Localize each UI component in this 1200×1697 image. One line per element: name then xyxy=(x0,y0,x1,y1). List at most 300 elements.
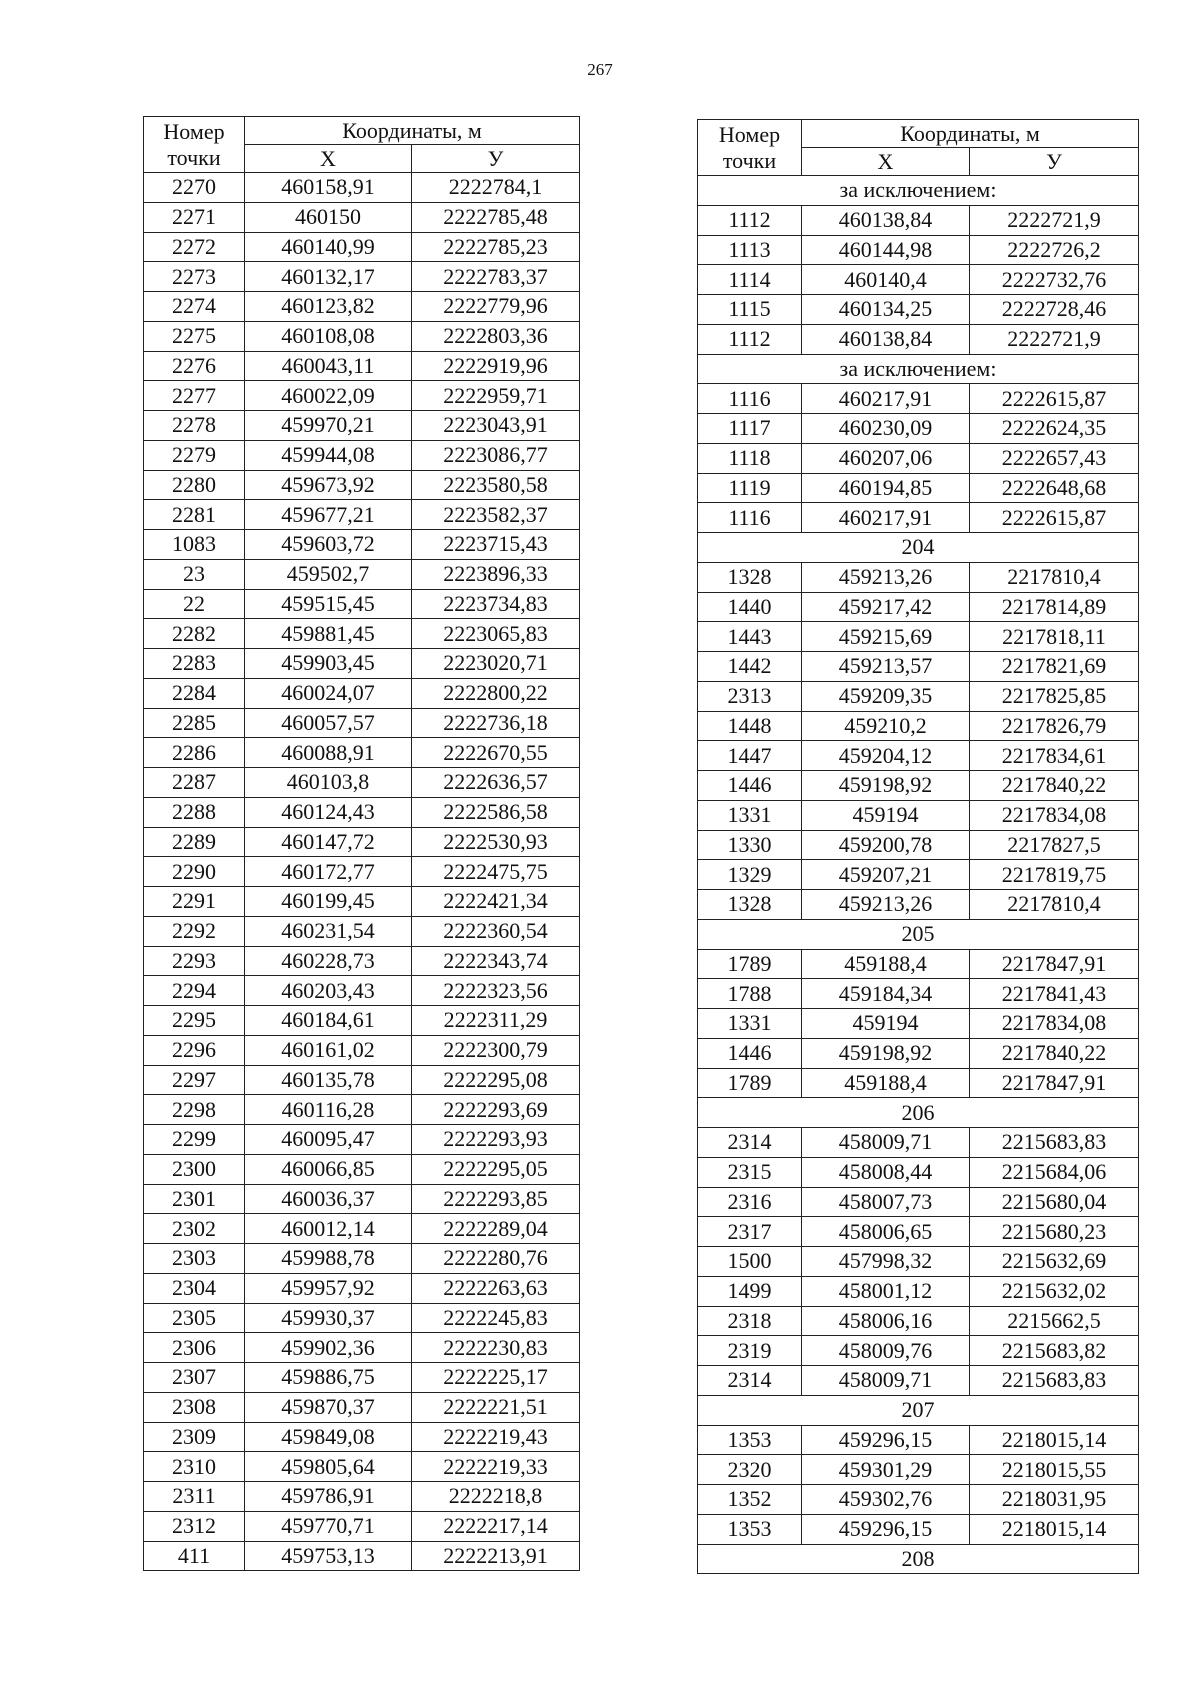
point-number-cell: 2270 xyxy=(144,173,245,203)
y-coordinate-cell: 2217827,5 xyxy=(970,830,1139,860)
point-number-cell: 1442 xyxy=(698,652,802,682)
point-number-cell: 1500 xyxy=(698,1247,802,1277)
y-coordinate-cell: 2217840,22 xyxy=(970,1038,1139,1068)
point-number-cell: 1353 xyxy=(698,1425,802,1455)
x-coordinate-cell: 459204,12 xyxy=(802,741,970,771)
table-row xyxy=(144,649,580,679)
x-coordinate-cell: 460150 xyxy=(245,202,412,232)
y-coordinate-cell: 2222293,93 xyxy=(412,1125,580,1155)
table-row xyxy=(698,1157,1139,1187)
x-coordinate-cell: 459786,91 xyxy=(245,1482,412,1512)
x-coordinate-cell: 459970,21 xyxy=(245,411,412,441)
y-coordinate-cell: 2215684,06 xyxy=(970,1157,1139,1187)
y-coordinate-cell: 2217826,79 xyxy=(970,711,1139,741)
x-coordinate-cell: 460123,82 xyxy=(245,292,412,322)
y-coordinate-cell: 2215680,04 xyxy=(970,1187,1139,1217)
table-row xyxy=(144,887,580,917)
table-row xyxy=(698,384,1139,414)
table-row xyxy=(144,470,580,500)
section-label: 205 xyxy=(698,919,1139,949)
table-row xyxy=(144,946,580,976)
point-number-cell: 2301 xyxy=(144,1184,245,1214)
table-row xyxy=(698,711,1139,741)
table-row xyxy=(698,652,1139,682)
table-row xyxy=(698,562,1139,592)
table-row xyxy=(698,295,1139,325)
y-coordinate-cell: 2222311,29 xyxy=(412,1006,580,1036)
table-row xyxy=(698,681,1139,711)
section-row xyxy=(698,1395,1139,1425)
y-coordinate-cell: 2223086,77 xyxy=(412,440,580,470)
point-number-cell: 2320 xyxy=(698,1455,802,1485)
table-row xyxy=(698,1217,1139,1247)
point-number-cell: 1789 xyxy=(698,1068,802,1098)
x-coordinate-cell: 459184,34 xyxy=(802,979,970,1009)
table-row xyxy=(698,1425,1139,1455)
y-coordinate-cell: 2222225,17 xyxy=(412,1363,580,1393)
table-row xyxy=(698,473,1139,503)
section-row xyxy=(698,1098,1139,1128)
table-row xyxy=(698,1306,1139,1336)
x-coordinate-cell: 458009,71 xyxy=(802,1366,970,1396)
table-row xyxy=(698,503,1139,533)
point-number-cell: 1112 xyxy=(698,324,802,354)
y-coordinate-cell: 2217821,69 xyxy=(970,652,1139,682)
x-coordinate-cell: 459198,92 xyxy=(802,771,970,801)
table-row xyxy=(144,202,580,232)
page-number: 267 xyxy=(587,60,613,79)
table-row xyxy=(144,708,580,738)
y-coordinate-cell: 2215680,23 xyxy=(970,1217,1139,1247)
table-row xyxy=(144,1065,580,1095)
table-row xyxy=(144,411,580,441)
x-coordinate-cell: 458007,73 xyxy=(802,1187,970,1217)
x-coordinate-cell: 459296,15 xyxy=(802,1514,970,1544)
x-coordinate-cell: 459209,35 xyxy=(802,681,970,711)
table-row xyxy=(698,1247,1139,1277)
x-coordinate-cell: 459200,78 xyxy=(802,830,970,860)
y-coordinate-cell: 2223065,83 xyxy=(412,619,580,649)
x-coordinate-cell: 458006,16 xyxy=(802,1306,970,1336)
table-row xyxy=(144,381,580,411)
table-body-right xyxy=(698,176,1139,1574)
table-row xyxy=(698,860,1139,890)
table-row xyxy=(144,1006,580,1036)
table-row xyxy=(698,800,1139,830)
point-number-cell: 1083 xyxy=(144,530,245,560)
point-number-cell: 2289 xyxy=(144,827,245,857)
table-row xyxy=(144,1184,580,1214)
point-number-cell: 2285 xyxy=(144,708,245,738)
point-number-cell: 2315 xyxy=(698,1157,802,1187)
table-row xyxy=(144,768,580,798)
x-coordinate-cell: 459207,21 xyxy=(802,860,970,890)
table-body-left xyxy=(144,173,580,1571)
y-coordinate-cell: 2218015,14 xyxy=(970,1425,1139,1455)
y-coordinate-cell: 2222721,9 xyxy=(970,324,1139,354)
x-coordinate-cell: 460095,47 xyxy=(245,1125,412,1155)
x-coordinate-cell: 460231,54 xyxy=(245,916,412,946)
y-coordinate-cell: 2222785,23 xyxy=(412,232,580,262)
point-number-cell: 1117 xyxy=(698,414,802,444)
point-number-cell: 2317 xyxy=(698,1217,802,1247)
y-coordinate-cell: 2217834,61 xyxy=(970,741,1139,771)
x-coordinate-cell: 460116,28 xyxy=(245,1095,412,1125)
x-coordinate-cell: 459194 xyxy=(802,800,970,830)
table-row xyxy=(144,619,580,649)
table-row xyxy=(144,1452,580,1482)
x-coordinate-cell: 458008,44 xyxy=(802,1157,970,1187)
x-coordinate-cell: 460217,91 xyxy=(802,503,970,533)
x-coordinate-cell: 459849,08 xyxy=(245,1422,412,1452)
y-coordinate-cell: 2222670,55 xyxy=(412,738,580,768)
point-number-cell: 2303 xyxy=(144,1244,245,1274)
x-coordinate-cell: 460036,37 xyxy=(245,1184,412,1214)
point-number-cell: 2298 xyxy=(144,1095,245,1125)
x-coordinate-cell: 459902,36 xyxy=(245,1333,412,1363)
point-number-cell: 2314 xyxy=(698,1366,802,1396)
table-row xyxy=(144,857,580,887)
x-coordinate-cell: 460132,17 xyxy=(245,262,412,292)
x-coordinate-cell: 459603,72 xyxy=(245,530,412,560)
x-coordinate-cell: 459301,29 xyxy=(802,1455,970,1485)
table-row xyxy=(144,262,580,292)
y-coordinate-cell: 2215632,02 xyxy=(970,1276,1139,1306)
point-number-cell: 411 xyxy=(144,1541,245,1571)
y-coordinate-cell: 2222648,68 xyxy=(970,473,1139,503)
table-row xyxy=(698,830,1139,860)
x-coordinate-cell: 460217,91 xyxy=(802,384,970,414)
point-number-cell: 2312 xyxy=(144,1511,245,1541)
point-number-cell: 2291 xyxy=(144,887,245,917)
point-number-cell: 1115 xyxy=(698,295,802,325)
point-number-cell: 1446 xyxy=(698,1038,802,1068)
x-coordinate-cell: 459677,21 xyxy=(245,500,412,530)
y-coordinate-cell: 2222219,33 xyxy=(412,1452,580,1482)
x-coordinate-cell: 459194 xyxy=(802,1009,970,1039)
table-row xyxy=(698,443,1139,473)
y-coordinate-cell: 2222784,1 xyxy=(412,173,580,203)
table-row xyxy=(144,232,580,262)
section-label: за исключением: xyxy=(698,176,1139,206)
y-coordinate-cell: 2223715,43 xyxy=(412,530,580,560)
point-number-cell: 2278 xyxy=(144,411,245,441)
x-coordinate-cell: 460203,43 xyxy=(245,976,412,1006)
point-number-cell: 2309 xyxy=(144,1422,245,1452)
y-coordinate-cell: 2223734,83 xyxy=(412,589,580,619)
y-coordinate-cell: 2222295,08 xyxy=(412,1065,580,1095)
table-row xyxy=(698,771,1139,801)
point-number-cell: 1328 xyxy=(698,890,802,920)
y-coordinate-cell: 2217834,08 xyxy=(970,1009,1139,1039)
point-number-cell: 2300 xyxy=(144,1154,245,1184)
x-coordinate-cell: 460022,09 xyxy=(245,381,412,411)
point-number-cell: 23 xyxy=(144,559,245,589)
point-number-cell: 2287 xyxy=(144,768,245,798)
point-number-cell: 2295 xyxy=(144,1006,245,1036)
y-coordinate-cell: 2222530,93 xyxy=(412,827,580,857)
header-y: У xyxy=(412,145,580,173)
table-row xyxy=(698,1068,1139,1098)
point-number-cell: 2316 xyxy=(698,1187,802,1217)
point-number-cell: 1353 xyxy=(698,1514,802,1544)
point-number-cell: 2280 xyxy=(144,470,245,500)
point-number-cell: 2286 xyxy=(144,738,245,768)
point-number-cell: 1447 xyxy=(698,741,802,771)
table-row xyxy=(144,1422,580,1452)
header-point-number: Номер точки xyxy=(698,120,802,176)
x-coordinate-cell: 460140,4 xyxy=(802,265,970,295)
x-coordinate-cell: 460135,78 xyxy=(245,1065,412,1095)
table-row xyxy=(698,1455,1139,1485)
x-coordinate-cell: 460134,25 xyxy=(802,295,970,325)
table-row xyxy=(144,1303,580,1333)
section-label: 204 xyxy=(698,533,1139,563)
y-coordinate-cell: 2222343,74 xyxy=(412,946,580,976)
y-coordinate-cell: 2222959,71 xyxy=(412,381,580,411)
point-number-cell: 1440 xyxy=(698,592,802,622)
table-row xyxy=(144,173,580,203)
x-coordinate-cell: 460199,45 xyxy=(245,887,412,917)
point-number-cell: 2290 xyxy=(144,857,245,887)
table-row xyxy=(144,1482,580,1512)
y-coordinate-cell: 2222323,56 xyxy=(412,976,580,1006)
x-coordinate-cell: 459673,92 xyxy=(245,470,412,500)
x-coordinate-cell: 459213,26 xyxy=(802,890,970,920)
table-row xyxy=(144,1214,580,1244)
point-number-cell: 2276 xyxy=(144,351,245,381)
table-row xyxy=(698,235,1139,265)
point-number-cell: 1116 xyxy=(698,384,802,414)
x-coordinate-cell: 460012,14 xyxy=(245,1214,412,1244)
y-coordinate-cell: 2222721,9 xyxy=(970,205,1139,235)
x-coordinate-cell: 459502,7 xyxy=(245,559,412,589)
x-coordinate-cell: 459210,2 xyxy=(802,711,970,741)
table-row xyxy=(144,827,580,857)
point-number-cell: 2313 xyxy=(698,681,802,711)
point-number-cell: 1789 xyxy=(698,949,802,979)
point-number-cell: 2273 xyxy=(144,262,245,292)
point-number-cell: 2277 xyxy=(144,381,245,411)
table-row xyxy=(698,1276,1139,1306)
x-coordinate-cell: 460108,08 xyxy=(245,321,412,351)
y-coordinate-cell: 2223582,37 xyxy=(412,500,580,530)
table-row xyxy=(698,622,1139,652)
table-row xyxy=(144,530,580,560)
point-number-cell: 2293 xyxy=(144,946,245,976)
table-row xyxy=(698,1366,1139,1396)
point-number-cell: 2288 xyxy=(144,797,245,827)
table-row xyxy=(144,559,580,589)
x-coordinate-cell: 459988,78 xyxy=(245,1244,412,1274)
y-coordinate-cell: 2217841,43 xyxy=(970,979,1139,1009)
coordinates-table-right xyxy=(697,119,1139,1574)
y-coordinate-cell: 2222615,87 xyxy=(970,384,1139,414)
table-row xyxy=(144,292,580,322)
x-coordinate-cell: 458009,71 xyxy=(802,1128,970,1158)
point-number-cell: 1113 xyxy=(698,235,802,265)
y-coordinate-cell: 2222300,79 xyxy=(412,1035,580,1065)
point-number-cell: 1788 xyxy=(698,979,802,1009)
x-coordinate-cell: 460158,91 xyxy=(245,173,412,203)
x-coordinate-cell: 460138,84 xyxy=(802,324,970,354)
table-row xyxy=(144,1511,580,1541)
point-number-cell: 2271 xyxy=(144,202,245,232)
point-number-cell: 1331 xyxy=(698,1009,802,1039)
x-coordinate-cell: 458006,65 xyxy=(802,1217,970,1247)
y-coordinate-cell: 2215662,5 xyxy=(970,1306,1139,1336)
table-row xyxy=(698,414,1139,444)
x-coordinate-cell: 460194,85 xyxy=(802,473,970,503)
point-number-cell: 2314 xyxy=(698,1128,802,1158)
x-coordinate-cell: 459302,76 xyxy=(802,1485,970,1515)
x-coordinate-cell: 460057,57 xyxy=(245,708,412,738)
point-number-cell: 2281 xyxy=(144,500,245,530)
y-coordinate-cell: 2217819,75 xyxy=(970,860,1139,890)
y-coordinate-cell: 2222785,48 xyxy=(412,202,580,232)
table-row xyxy=(698,890,1139,920)
point-number-cell: 2284 xyxy=(144,678,245,708)
section-label: за исключением: xyxy=(698,354,1139,384)
y-coordinate-cell: 2222218,8 xyxy=(412,1482,580,1512)
y-coordinate-cell: 2217834,08 xyxy=(970,800,1139,830)
point-number-cell: 2272 xyxy=(144,232,245,262)
x-coordinate-cell: 459217,42 xyxy=(802,592,970,622)
header-coordinates: Координаты, м xyxy=(245,117,580,145)
section-row xyxy=(698,354,1139,384)
x-coordinate-cell: 460184,61 xyxy=(245,1006,412,1036)
section-row xyxy=(698,533,1139,563)
point-number-cell: 2279 xyxy=(144,440,245,470)
x-coordinate-cell: 459870,37 xyxy=(245,1392,412,1422)
header-point-number: Номер точки xyxy=(144,117,245,173)
point-number-cell: 2299 xyxy=(144,1125,245,1155)
table-row xyxy=(698,265,1139,295)
y-coordinate-cell: 2217814,89 xyxy=(970,592,1139,622)
point-number-cell: 2297 xyxy=(144,1065,245,1095)
y-coordinate-cell: 2222803,36 xyxy=(412,321,580,351)
table-row xyxy=(144,589,580,619)
x-coordinate-cell: 459886,75 xyxy=(245,1363,412,1393)
table-row xyxy=(698,1128,1139,1158)
point-number-cell: 1352 xyxy=(698,1485,802,1515)
section-label: 207 xyxy=(698,1395,1139,1425)
x-coordinate-cell: 460161,02 xyxy=(245,1035,412,1065)
x-coordinate-cell: 459198,92 xyxy=(802,1038,970,1068)
x-coordinate-cell: 460144,98 xyxy=(802,235,970,265)
table-row xyxy=(144,976,580,1006)
x-coordinate-cell: 459213,57 xyxy=(802,652,970,682)
y-coordinate-cell: 2215683,83 xyxy=(970,1366,1139,1396)
section-row xyxy=(698,1544,1139,1574)
point-number-cell: 1331 xyxy=(698,800,802,830)
table-row xyxy=(144,500,580,530)
point-number-cell: 1116 xyxy=(698,503,802,533)
section-row xyxy=(698,919,1139,949)
y-coordinate-cell: 2218031,95 xyxy=(970,1485,1139,1515)
y-coordinate-cell: 2223043,91 xyxy=(412,411,580,441)
y-coordinate-cell: 2217847,91 xyxy=(970,949,1139,979)
x-coordinate-cell: 460088,91 xyxy=(245,738,412,768)
table-row xyxy=(698,979,1139,1009)
header-y: У xyxy=(970,148,1139,176)
x-coordinate-cell: 459515,45 xyxy=(245,589,412,619)
y-coordinate-cell: 2223896,33 xyxy=(412,559,580,589)
point-number-cell: 2306 xyxy=(144,1333,245,1363)
y-coordinate-cell: 2222779,96 xyxy=(412,292,580,322)
x-coordinate-cell: 459957,92 xyxy=(245,1273,412,1303)
point-number-cell: 1499 xyxy=(698,1276,802,1306)
table-row xyxy=(144,1363,580,1393)
point-number-cell: 2307 xyxy=(144,1363,245,1393)
y-coordinate-cell: 2218015,55 xyxy=(970,1455,1139,1485)
x-coordinate-cell: 460147,72 xyxy=(245,827,412,857)
y-coordinate-cell: 2222245,83 xyxy=(412,1303,580,1333)
y-coordinate-cell: 2223580,58 xyxy=(412,470,580,500)
y-coordinate-cell: 2217840,22 xyxy=(970,771,1139,801)
y-coordinate-cell: 2215683,83 xyxy=(970,1128,1139,1158)
y-coordinate-cell: 2218015,14 xyxy=(970,1514,1139,1544)
point-number-cell: 1443 xyxy=(698,622,802,652)
x-coordinate-cell: 460228,73 xyxy=(245,946,412,976)
x-coordinate-cell: 459770,71 xyxy=(245,1511,412,1541)
point-number-cell: 1328 xyxy=(698,562,802,592)
point-number-cell: 22 xyxy=(144,589,245,619)
y-coordinate-cell: 2222421,34 xyxy=(412,887,580,917)
table-row xyxy=(144,738,580,768)
point-number-cell: 2302 xyxy=(144,1214,245,1244)
point-number-cell: 2274 xyxy=(144,292,245,322)
point-number-cell: 2294 xyxy=(144,976,245,1006)
x-coordinate-cell: 459944,08 xyxy=(245,440,412,470)
point-number-cell: 2292 xyxy=(144,916,245,946)
x-coordinate-cell: 460230,09 xyxy=(802,414,970,444)
point-number-cell: 2310 xyxy=(144,1452,245,1482)
y-coordinate-cell: 2222219,43 xyxy=(412,1422,580,1452)
y-coordinate-cell: 2222295,05 xyxy=(412,1154,580,1184)
y-coordinate-cell: 2217825,85 xyxy=(970,681,1139,711)
x-coordinate-cell: 460066,85 xyxy=(245,1154,412,1184)
point-number-cell: 2283 xyxy=(144,649,245,679)
y-coordinate-cell: 2222230,83 xyxy=(412,1333,580,1363)
x-coordinate-cell: 459215,69 xyxy=(802,622,970,652)
table-row xyxy=(698,1485,1139,1515)
table-row xyxy=(144,440,580,470)
y-coordinate-cell: 2222800,22 xyxy=(412,678,580,708)
point-number-cell: 2308 xyxy=(144,1392,245,1422)
x-coordinate-cell: 460024,07 xyxy=(245,678,412,708)
y-coordinate-cell: 2222217,14 xyxy=(412,1511,580,1541)
table-row xyxy=(144,797,580,827)
point-number-cell: 1329 xyxy=(698,860,802,890)
point-number-cell: 1448 xyxy=(698,711,802,741)
table-row xyxy=(144,1154,580,1184)
x-coordinate-cell: 459930,37 xyxy=(245,1303,412,1333)
table-row xyxy=(144,1095,580,1125)
x-coordinate-cell: 459903,45 xyxy=(245,649,412,679)
table-row xyxy=(698,205,1139,235)
table-row xyxy=(144,351,580,381)
section-row xyxy=(698,176,1139,206)
y-coordinate-cell: 2222213,91 xyxy=(412,1541,580,1571)
table-row xyxy=(698,1336,1139,1366)
x-coordinate-cell: 459753,13 xyxy=(245,1541,412,1571)
x-coordinate-cell: 459881,45 xyxy=(245,619,412,649)
y-coordinate-cell: 2222615,87 xyxy=(970,503,1139,533)
x-coordinate-cell: 459188,4 xyxy=(802,949,970,979)
point-number-cell: 1112 xyxy=(698,205,802,235)
table-row xyxy=(698,1009,1139,1039)
